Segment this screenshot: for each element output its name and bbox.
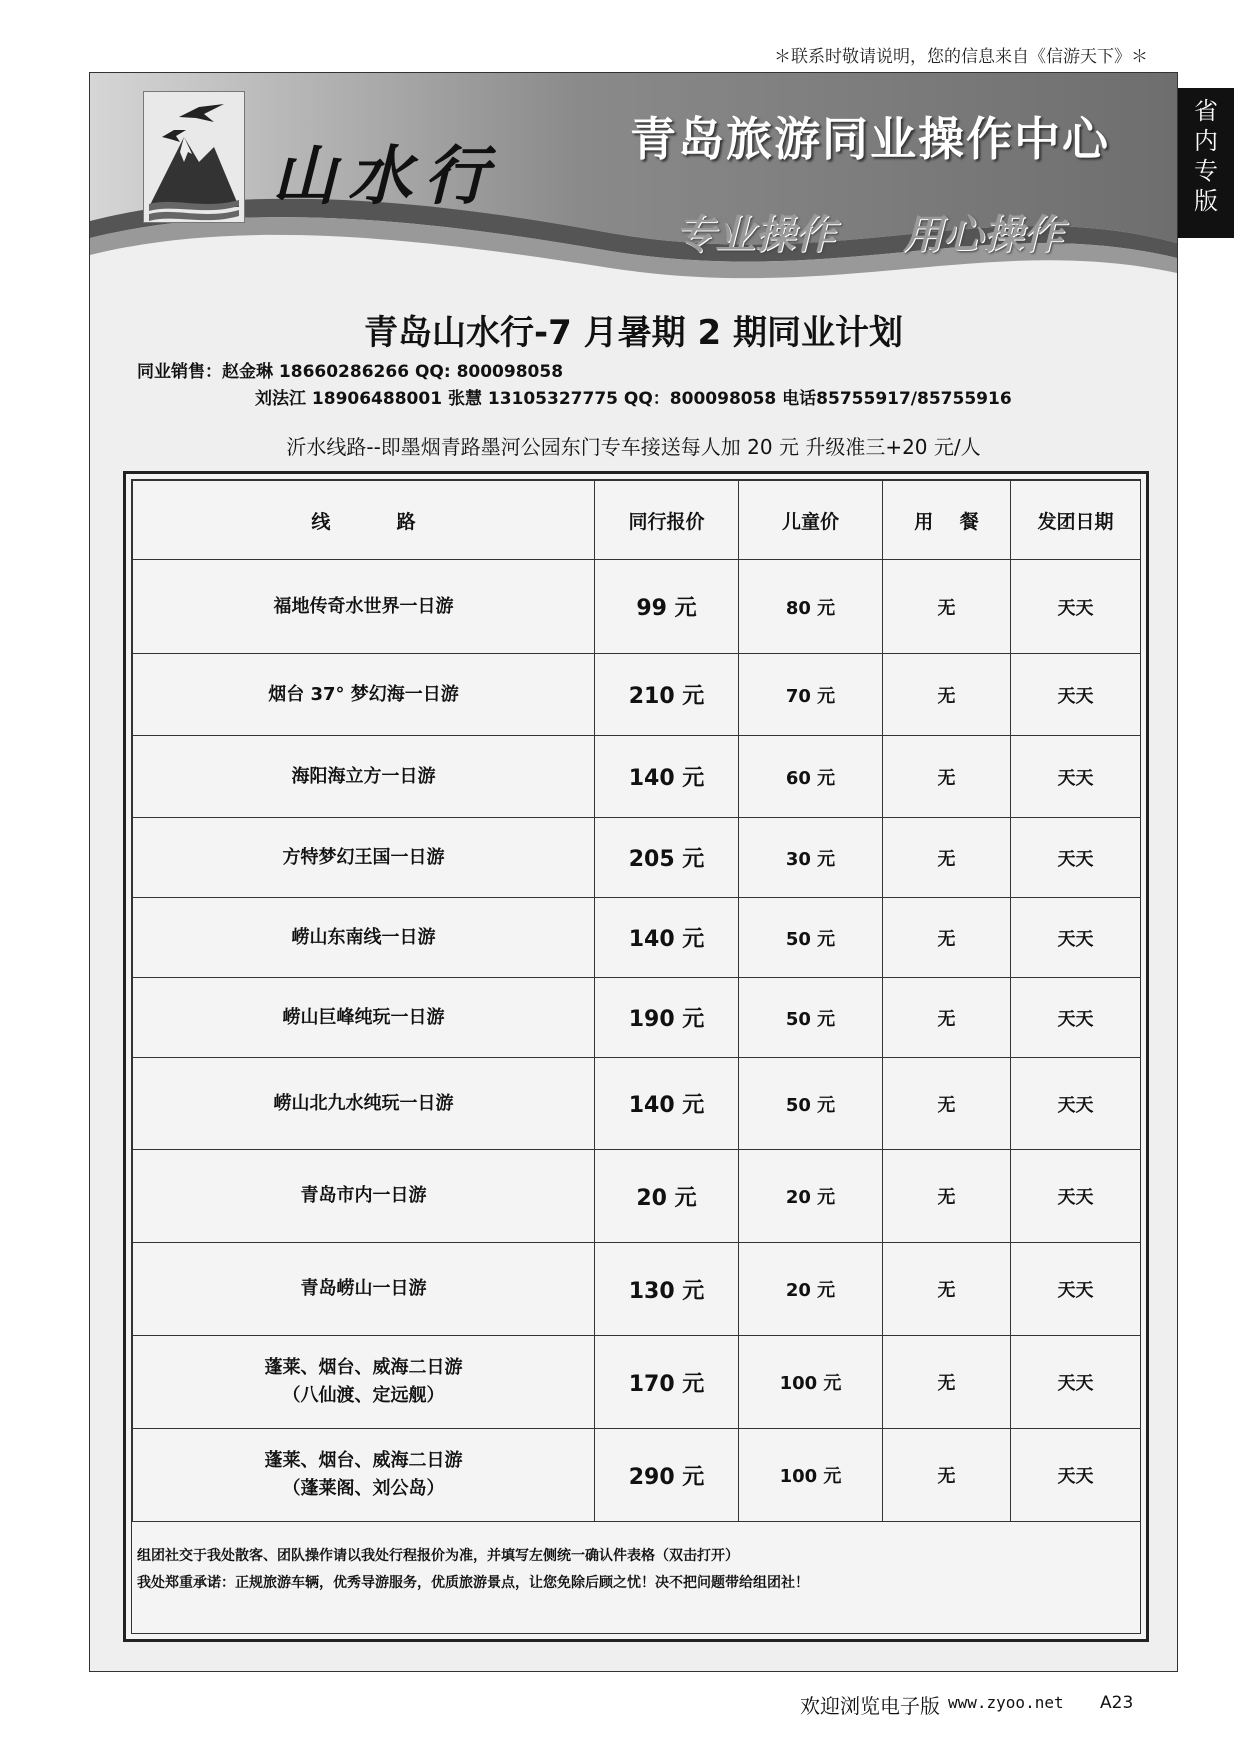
- meal-cell: 无: [883, 1058, 1011, 1150]
- price-table: [132, 480, 1141, 1522]
- route-cell: 青岛市内一日游: [133, 1150, 595, 1243]
- header-route: 线 路: [133, 481, 595, 560]
- meal-cell: 无: [883, 1336, 1011, 1429]
- company-logo: [143, 91, 245, 223]
- agency-price-cell: 210 元: [595, 654, 739, 736]
- page-title: 青岛山水行-7 月暑期 2 期同业计划: [364, 313, 903, 353]
- route-detail: （八仙渡、定远舰）: [282, 1385, 445, 1406]
- banner-title: 青岛旅游同业操作中心: [630, 112, 1110, 166]
- agency-price-cell: 190 元: [595, 978, 739, 1058]
- departure-cell: 天天: [1011, 1336, 1141, 1429]
- side-tab-province-edition: [1178, 88, 1234, 238]
- table-row: [133, 818, 1141, 898]
- table-row: [133, 1058, 1141, 1150]
- meal-cell: 无: [883, 978, 1011, 1058]
- meal-cell: 无: [883, 1150, 1011, 1243]
- table-row: [133, 736, 1141, 818]
- departure-cell: 天天: [1011, 1058, 1141, 1150]
- table-row: [133, 1150, 1141, 1243]
- sales-contact-line1: 同业销售：赵金琳 18660286266 QQ: 800098058: [137, 362, 564, 382]
- departure-cell: 天天: [1011, 736, 1141, 818]
- page-number: A23: [1100, 1693, 1134, 1713]
- slogan-attentive: 用心操作: [903, 212, 1063, 258]
- child-price-cell: 50 元: [739, 978, 883, 1058]
- route-cell: [133, 1336, 595, 1429]
- meal-cell: 无: [883, 560, 1011, 654]
- child-price-cell: 100 元: [739, 1336, 883, 1429]
- price-table-frame: [123, 471, 1149, 1642]
- route-cell: 海阳海立方一日游: [133, 736, 595, 818]
- top-note: ＊联系时敬请说明，您的信息来自《信游天下》＊: [774, 47, 1148, 67]
- child-price-cell: 30 元: [739, 818, 883, 898]
- route-cell: 福地传奇水世界一日游: [133, 560, 595, 654]
- table-row: [133, 1243, 1141, 1336]
- mountain-bird-icon: [144, 92, 244, 222]
- departure-cell: 天天: [1011, 898, 1141, 978]
- sales-contact-line2: 刘法江 18906488001 张慧 13105327775 QQ：800098058 电话85755917/85755916: [255, 389, 1012, 409]
- welcome-text: 欢迎浏览电子版: [800, 1694, 940, 1718]
- departure-cell: 天天: [1011, 1429, 1141, 1522]
- child-price-cell: 100 元: [739, 1429, 883, 1522]
- side-tab-char: 省: [1194, 97, 1218, 125]
- website-link[interactable]: www.zyoo.net: [948, 1693, 1064, 1712]
- table-row: [133, 1429, 1141, 1522]
- child-price-cell: 80 元: [739, 560, 883, 654]
- meal-cell: 无: [883, 736, 1011, 818]
- side-tab-char: 内: [1194, 127, 1218, 155]
- meal-cell: 无: [883, 654, 1011, 736]
- table-footer-notes: [137, 1543, 1127, 1597]
- meal-cell: 无: [883, 898, 1011, 978]
- table-row: [133, 978, 1141, 1058]
- meal-cell: 无: [883, 818, 1011, 898]
- route-cell: 崂山北九水纯玩一日游: [133, 1058, 595, 1150]
- agency-price-cell: 205 元: [595, 818, 739, 898]
- route-detail: （蓬莱阁、刘公岛）: [282, 1478, 445, 1499]
- route-cell: 崂山东南线一日游: [133, 898, 595, 978]
- departure-cell: 天天: [1011, 978, 1141, 1058]
- price-table-inner: [131, 479, 1141, 1634]
- child-price-cell: 20 元: [739, 1150, 883, 1243]
- meal-cell: 无: [883, 1243, 1011, 1336]
- route-cell: 方特梦幻王国一日游: [133, 818, 595, 898]
- departure-cell: 天天: [1011, 1243, 1141, 1336]
- side-tab-char: 专: [1194, 157, 1218, 185]
- agency-price-cell: 140 元: [595, 898, 739, 978]
- page-frame: [89, 72, 1178, 1672]
- agency-price-cell: 99 元: [595, 560, 739, 654]
- route-name: 蓬莱、烟台、威海二日游: [264, 1357, 463, 1378]
- child-price-cell: 20 元: [739, 1243, 883, 1336]
- header-meal: 用 餐: [883, 481, 1011, 560]
- departure-cell: 天天: [1011, 560, 1141, 654]
- table-row: [133, 560, 1141, 654]
- slogan-professional: 专业操作: [675, 212, 835, 258]
- agency-price-cell: 20 元: [595, 1150, 739, 1243]
- table-row: [133, 1336, 1141, 1429]
- route-cell: [133, 1429, 595, 1522]
- child-price-cell: 50 元: [739, 1058, 883, 1150]
- table-row: [133, 654, 1141, 736]
- child-price-cell: 70 元: [739, 654, 883, 736]
- header-banner: [90, 73, 1177, 303]
- agency-price-cell: 140 元: [595, 736, 739, 818]
- header-child-price: 儿童价: [739, 481, 883, 560]
- child-price-cell: 50 元: [739, 898, 883, 978]
- table-header-row: [133, 481, 1141, 560]
- footer-note-promise: 我处郑重承诺：正规旅游车辆，优秀导游服务，优质旅游景点，让您免除后顾之忧！决不把问题带给组团社！: [137, 1575, 809, 1591]
- footer-note-instructions: 组团社交于我处散客、团队操作请以我处行程报价为准，并填写左侧统一确认件表格（双击打开）: [137, 1548, 739, 1564]
- departure-cell: 天天: [1011, 818, 1141, 898]
- child-price-cell: 60 元: [739, 736, 883, 818]
- header-departure: 发团日期: [1011, 481, 1141, 560]
- route-name: 蓬莱、烟台、威海二日游: [264, 1450, 463, 1471]
- meal-cell: 无: [883, 1429, 1011, 1522]
- agency-price-cell: 290 元: [595, 1429, 739, 1522]
- departure-cell: 天天: [1011, 1150, 1141, 1243]
- route-cell: 青岛崂山一日游: [133, 1243, 595, 1336]
- route-cell: 崂山巨峰纯玩一日游: [133, 978, 595, 1058]
- departure-cell: 天天: [1011, 654, 1141, 736]
- header-agency-price: 同行报价: [595, 481, 739, 560]
- table-row: [133, 898, 1141, 978]
- route-notice: 沂水线路--即墨烟青路墨河公园东门专车接送每人加 20 元 升级准三+20 元/人: [286, 435, 981, 459]
- agency-price-cell: 140 元: [595, 1058, 739, 1150]
- side-tab-char: 版: [1194, 187, 1218, 215]
- agency-price-cell: 130 元: [595, 1243, 739, 1336]
- logo-text: 山水行: [272, 139, 500, 214]
- route-cell: 烟台 37° 梦幻海一日游: [133, 654, 595, 736]
- agency-price-cell: 170 元: [595, 1336, 739, 1429]
